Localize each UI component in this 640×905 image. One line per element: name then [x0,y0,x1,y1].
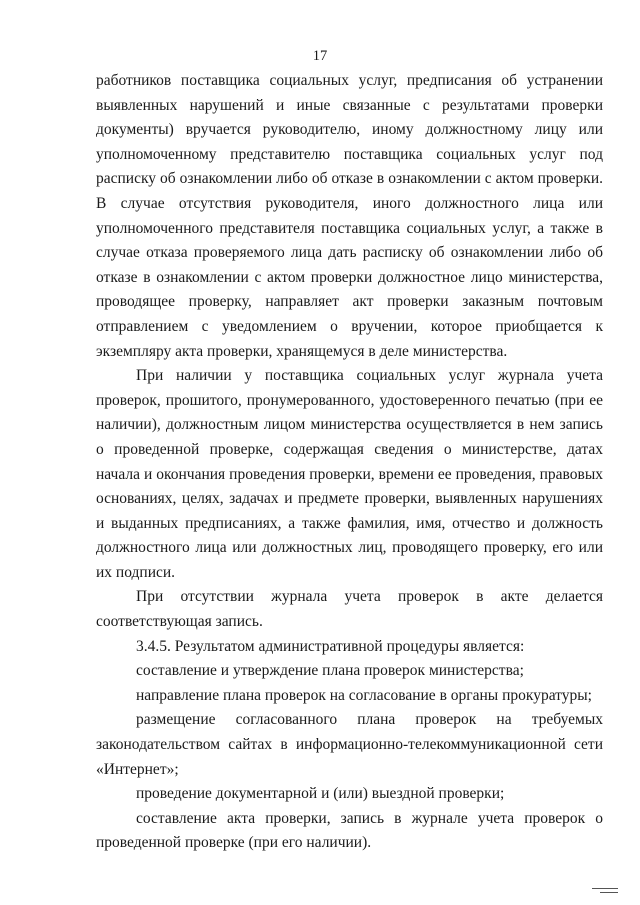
scan-edge-mark [592,888,618,889]
paragraph-act-delivery: работников поставщика социальных услуг, предписания об устранении выявленных нарушений и иные связанные с результатами проверки документы) вручается руководителю, иному должностному лицу или уполномоченному представителю поставщика социальных услуг под расписку об ознакомлении либо об отказе в ознакомлении с актом проверки. В случае отсутствия руководителя, иного должностного лица или уполномоченного представителя поставщика социальных услуг, а также в случае отказа проверяемого лица дать расписку об ознакомлении либо об отказе в ознакомлении с актом проверки должностное лицо министерства, проводящее проверку, направляет акт проверки заказным почтовым отправлением с уведомлением о вручении, которое приобщается к экземпляру акта проверки, хранящемуся в деле министерства. [96,72,603,360]
paragraph-no-journal: При отсутствии журнала учета проверок в акте делается соответствующая запись. [96,588,603,631]
paragraph-result-plan-approval: составление и утверждение плана проверок министерства; [136,662,524,680]
paragraph-inspection-journal: При наличии у поставщика социальных услуг журнала учета проверок, прошитого, пронумерованного, удостоверенного печатью (при ее наличии), должностным лицом министерства осуществляется в нем запись о проведенной проверке, содержащая сведения о министерстве, датах начала и окончания проведения проверки, времени ее проведения, правовых основаниях, целях, задачах и предмете проверки, выявленных нарушениях и выданных предписаниях, а также фамилия, имя, отчество и должность должностного лица или должностных лиц, проводящего проверку, его или их подписи. [96,367,603,581]
paragraph-result-prosecutor: направление плана проверок на согласование в органы прокуратуры; [136,686,592,704]
document-body [96,69,603,856]
page-number: 17 [312,48,328,64]
paragraph-result-act: составление акта проверки, запись в журнале учета проверок о проведенной проверке (при его наличии). [96,809,603,852]
scan-edge-mark [600,892,618,893]
paragraph-result-inspection: проведение документарной и (или) выездной проверки; [136,785,505,803]
paragraph-result-heading: 3.4.5. Результатом административной процедуры является: [136,637,525,655]
paragraph-result-internet: размещение согласованного плана проверок на требуемых законодательством сайтах в информационно-телекоммуникационной сети «Интернет»; [96,711,603,778]
